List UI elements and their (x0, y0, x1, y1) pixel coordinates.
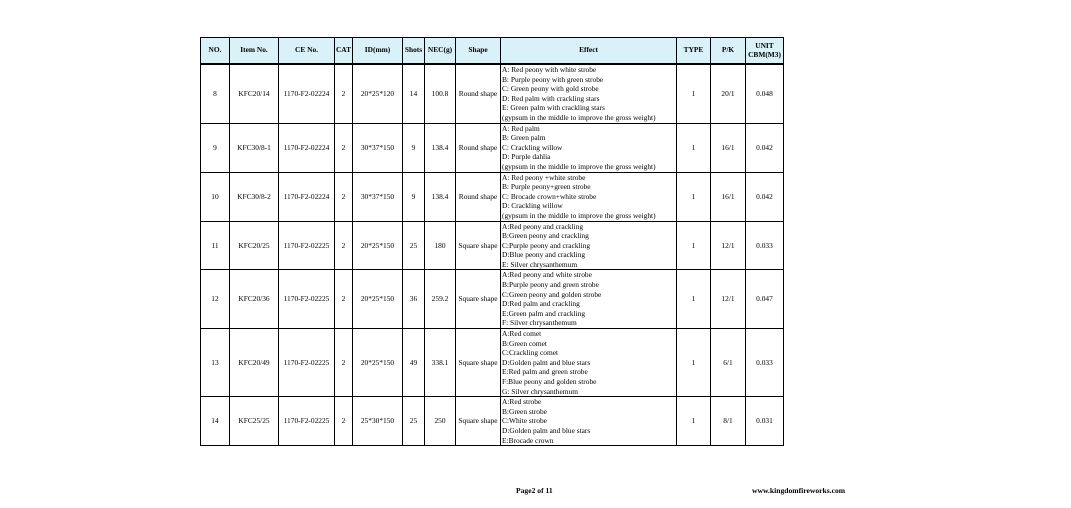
cell-no: 13 (201, 329, 230, 397)
header-shape: Shape (456, 38, 501, 65)
header-type: TYPE (677, 38, 711, 65)
effect-line: D: Red palm with crackling stars (502, 93, 600, 103)
cell-shots: 49 (403, 329, 425, 397)
effect-line: (gypsum in the middle to improve the gross weight) (502, 161, 656, 171)
cell-pk: 12/1 (711, 221, 746, 270)
header-unit-line-1: UNIT (755, 40, 774, 50)
cell-pk: 12/1 (711, 270, 746, 329)
cell-item-no: KFC30/8-1 (230, 123, 279, 172)
cell-shape: Square shape (456, 397, 501, 446)
cell-nec: 100.8 (425, 64, 456, 123)
cell-no: 10 (201, 172, 230, 221)
effect-line: B:Green comet (502, 338, 547, 348)
cell-nec: 180 (425, 221, 456, 270)
cell-shots: 25 (403, 221, 425, 270)
cell-item-no: KFC20/49 (230, 329, 279, 397)
table-row (201, 397, 784, 446)
cell-type: 1 (677, 397, 711, 446)
cell-cat: 2 (335, 221, 353, 270)
cell-item-no: KFC20/25 (230, 221, 279, 270)
cell-effect (501, 329, 677, 397)
table-row (201, 270, 784, 329)
effect-line: D:Red palm and crackling (502, 299, 580, 309)
effect-line: B: Purple peony with green strobe (502, 74, 604, 84)
cell-ce-no: 1170-F2-02225 (279, 221, 335, 270)
effect-line: C:Purple peony and crackling (502, 240, 591, 250)
cell-unit-cbm: 0.033 (746, 329, 784, 397)
header-no: NO. (201, 38, 230, 65)
cell-shape: Round shape (456, 123, 501, 172)
table-row (201, 329, 784, 397)
header-pk: P/K (711, 38, 746, 65)
cell-id-mm: 20*25*150 (353, 221, 403, 270)
effect-line: E:Red palm and green strobe (502, 367, 588, 377)
cell-item-no: KFC25/25 (230, 397, 279, 446)
cell-nec: 138.4 (425, 172, 456, 221)
cell-id-mm: 30*37*150 (353, 123, 403, 172)
effect-line: B:Green strobe (502, 406, 547, 416)
header-nec: NEC(g) (425, 38, 456, 65)
effect-line: E:Brocade crown (502, 435, 554, 445)
cell-nec: 338.1 (425, 329, 456, 397)
cell-shots: 25 (403, 397, 425, 446)
cell-cat: 2 (335, 397, 353, 446)
cell-type: 1 (677, 123, 711, 172)
cell-type: 1 (677, 329, 711, 397)
cell-ce-no: 1170-F2-02224 (279, 172, 335, 221)
header-unit-cbm (746, 38, 784, 65)
effect-line: D: Purple dahlia (502, 152, 551, 162)
cell-nec: 250 (425, 397, 456, 446)
cell-id-mm: 20*25*150 (353, 270, 403, 329)
cell-effect (501, 172, 677, 221)
table-row (201, 221, 784, 270)
cell-effect (501, 221, 677, 270)
cell-id-mm: 30*37*150 (353, 172, 403, 221)
cell-id-mm: 20*25*120 (353, 64, 403, 123)
table-header-row (201, 38, 784, 65)
cell-shape: Round shape (456, 172, 501, 221)
cell-pk: 20/1 (711, 64, 746, 123)
cell-shots: 9 (403, 172, 425, 221)
cell-no: 11 (201, 221, 230, 270)
effect-line: (gypsum in the middle to improve the gross weight) (502, 210, 656, 220)
cell-pk: 6/1 (711, 329, 746, 397)
cell-unit-cbm: 0.048 (746, 64, 784, 123)
effect-line: B: Purple peony+green strobe (502, 182, 591, 192)
effect-line: A:Red comet (502, 329, 542, 339)
table-row (201, 172, 784, 221)
cell-shape: Square shape (456, 270, 501, 329)
effect-line: C:White strobe (502, 416, 547, 426)
cell-effect (501, 270, 677, 329)
cell-item-no: KFC30/8-2 (230, 172, 279, 221)
cell-item-no: KFC20/14 (230, 64, 279, 123)
header-unit-line-2: CBM(M3) (748, 49, 781, 59)
effect-line: B: Green palm (502, 133, 546, 143)
effect-line: A: Red peony with white strobe (502, 65, 597, 74)
product-table (200, 37, 784, 446)
effect-line: D:Blue peony and crackling (502, 250, 586, 260)
cell-shape: Square shape (456, 221, 501, 270)
cell-pk: 8/1 (711, 397, 746, 446)
effect-line: C: Brocade crown+white strobe (502, 191, 597, 201)
cell-no: 12 (201, 270, 230, 329)
cell-effect (501, 123, 677, 172)
cell-ce-no: 1170-F2-02225 (279, 329, 335, 397)
cell-unit-cbm: 0.033 (746, 221, 784, 270)
effect-line: C: Crackling willow (502, 142, 563, 152)
effect-line: E:Green palm and crackling (502, 308, 586, 318)
cell-cat: 2 (335, 329, 353, 397)
cell-shots: 14 (403, 64, 425, 123)
effect-line: A:Red peony and crackling (502, 221, 584, 231)
cell-pk: 16/1 (711, 123, 746, 172)
cell-unit-cbm: 0.042 (746, 172, 784, 221)
cell-ce-no: 1170-F2-02224 (279, 64, 335, 123)
cell-unit-cbm: 0.047 (746, 270, 784, 329)
cell-shape: Square shape (456, 329, 501, 397)
effect-line: D: Crackling willow (502, 201, 563, 211)
cell-no: 8 (201, 64, 230, 123)
header-cat: CAT (335, 38, 353, 65)
cell-type: 1 (677, 172, 711, 221)
cell-ce-no: 1170-F2-02225 (279, 397, 335, 446)
effect-line: C:Crackling comet (502, 348, 559, 358)
header-ce-no: CE No. (279, 38, 335, 65)
cell-cat: 2 (335, 64, 353, 123)
cell-id-mm: 20*25*150 (353, 329, 403, 397)
website-url: www.kingdomfireworks.com (752, 486, 846, 495)
effect-line: A:Red strobe (502, 397, 542, 407)
cell-cat: 2 (335, 270, 353, 329)
effect-line: B:Green peony and crackling (502, 231, 589, 241)
cell-pk: 16/1 (711, 172, 746, 221)
effect-line: G: Silver chrysanthemum (502, 386, 578, 396)
cell-cat: 2 (335, 123, 353, 172)
cell-ce-no: 1170-F2-02224 (279, 123, 335, 172)
page-number: Page2 of 11 (516, 486, 553, 495)
effect-line: F:Blue peony and golden strobe (502, 377, 597, 386)
cell-cat: 2 (335, 172, 353, 221)
table-row (201, 123, 784, 172)
cell-nec: 259.2 (425, 270, 456, 329)
cell-unit-cbm: 0.042 (746, 123, 784, 172)
cell-no: 14 (201, 397, 230, 446)
cell-id-mm: 25*30*150 (353, 397, 403, 446)
cell-unit-cbm: 0.031 (746, 397, 784, 446)
effect-line: D:Golden palm and blue stars (502, 425, 591, 435)
header-effect: Effect (501, 38, 677, 65)
effect-line: (gypsum in the middle to improve the gross weight) (502, 112, 656, 122)
effect-line: A:Red peony and white strobe (502, 270, 592, 280)
cell-no: 9 (201, 123, 230, 172)
table-row (201, 64, 784, 123)
effect-line: F: Silver chrysanthemum (502, 318, 577, 328)
effect-line: C:Green peony and golden strobe (502, 289, 602, 299)
cell-ce-no: 1170-F2-02225 (279, 270, 335, 329)
header-item-no: Item No. (230, 38, 279, 65)
effect-line: D:Golden palm and blue stars (502, 357, 591, 367)
effect-line: B:Purple peony and green strobe (502, 280, 599, 290)
cell-effect (501, 64, 677, 123)
cell-nec: 138.4 (425, 123, 456, 172)
cell-type: 1 (677, 221, 711, 270)
effect-line: A: Red peony +white strobe (502, 172, 586, 182)
cell-shots: 9 (403, 123, 425, 172)
cell-shots: 36 (403, 270, 425, 329)
cell-effect (501, 397, 677, 446)
cell-shape: Round shape (456, 64, 501, 123)
header-shots: Shots (403, 38, 425, 65)
effect-line: E: Green palm with crackling stars (502, 103, 605, 113)
effect-line: E: Silver chrysanthemum (502, 259, 578, 269)
header-id-mm: ID(mm) (353, 38, 403, 65)
cell-item-no: KFC20/36 (230, 270, 279, 329)
effect-line: A: Red palm (502, 123, 540, 133)
effect-line: C: Green peony with gold strobe (502, 84, 599, 94)
cell-type: 1 (677, 270, 711, 329)
cell-type: 1 (677, 64, 711, 123)
